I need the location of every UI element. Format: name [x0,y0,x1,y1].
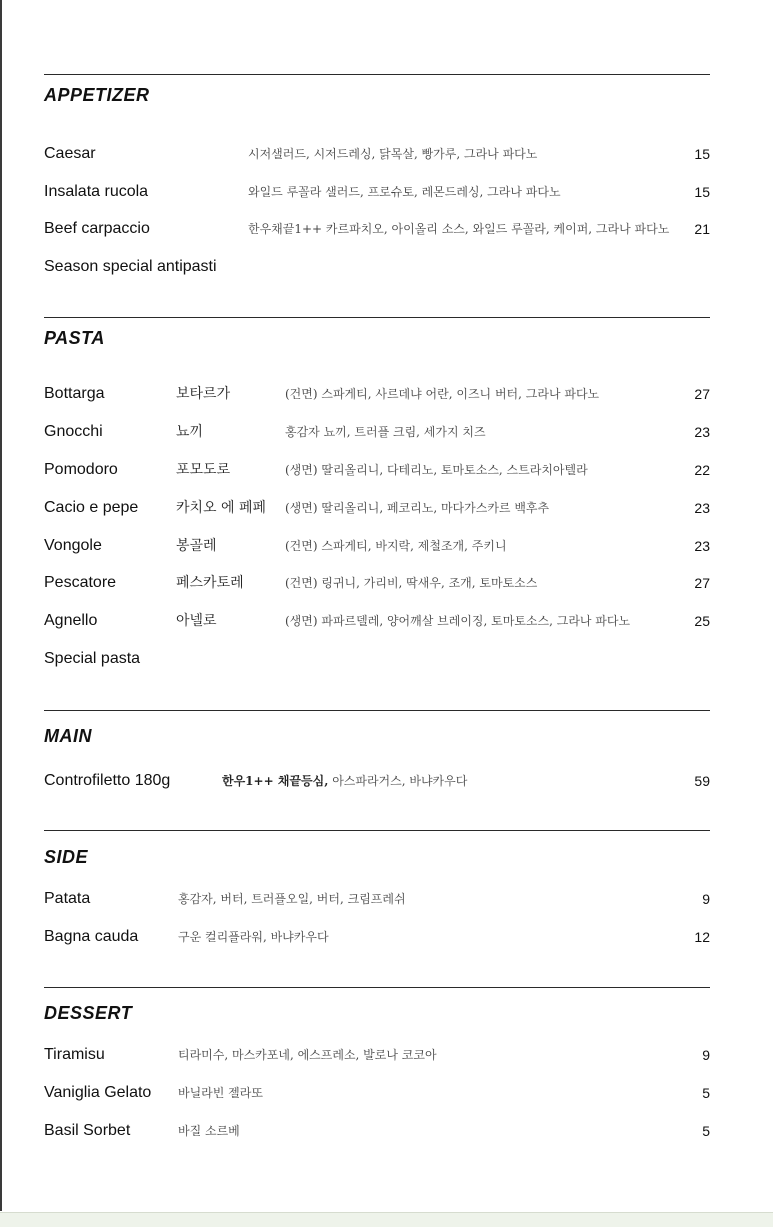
item-price: 25 [694,613,710,629]
section-title-pasta: PASTA [44,328,105,348]
item-name: Bottarga [44,385,105,402]
item-price: 5 [702,1123,710,1139]
item-price: 23 [694,538,710,554]
item-description-bold: 한우1++ 채끝등심, [222,774,329,788]
item-korean-name: 아넬로 [176,613,217,629]
item-description: 한우채끝1++ 카르파치오, 아이올리 소스, 와일드 루꼴라, 케이퍼, 그라나 파다노 [248,222,670,236]
section-divider [44,710,710,711]
item-name: Caesar [44,145,96,162]
menu-item [0,180,773,204]
menu-item [0,769,773,793]
item-description: (생면) 딸리올리니, 페코리노, 마다가스카르 백후추 [285,501,550,515]
item-price: 22 [694,462,710,478]
item-price: 12 [694,929,710,945]
item-description: 시저샐러드, 시저드레싱, 닭목살, 빵가루, 그라나 파다노 [248,147,538,161]
menu-item [0,142,773,166]
item-price: 27 [694,386,710,402]
bottom-band [0,1212,773,1227]
menu-item [0,420,773,444]
menu-item [0,887,773,911]
item-price: 9 [702,891,710,907]
item-description: (건면) 링귀니, 가리비, 딱새우, 조개, 토마토소스 [285,576,538,590]
item-name: Season special antipasti [44,258,217,275]
section-title-side: SIDE [44,847,89,867]
item-name: Beef carpaccio [44,220,150,237]
item-description: 홍감자 뇨끼, 트러플 크림, 세가지 치즈 [285,425,486,439]
item-name: Gnocchi [44,423,103,440]
item-name: Cacio e pepe [44,499,139,516]
menu-item [0,925,773,949]
item-name: Vongole [44,537,102,554]
item-korean-name: 카치오 에 페페 [176,500,267,516]
item-price: 9 [702,1047,710,1063]
section-divider [44,987,710,988]
item-name: Controfiletto 180g [44,772,171,789]
item-name: Pomodoro [44,461,118,478]
item-name: Pescatore [44,574,117,591]
item-description-rest: 아스파라거스, 바냐카우다 [328,774,468,788]
section-title-appetizer: APPETIZER [44,85,150,105]
menu-item [0,1043,773,1067]
item-korean-name: 봉골레 [176,538,217,554]
item-price: 23 [694,500,710,516]
menu-item [0,1081,773,1105]
menu-item [0,255,773,279]
item-korean-name: 뇨끼 [176,424,204,440]
menu-item [0,496,773,520]
item-description: (건면) 스파게티, 사르데냐 어란, 이즈니 버터, 그라나 파다노 [285,387,600,401]
menu-item [0,647,773,671]
item-price: 15 [694,184,710,200]
item-description: 홍감자, 버터, 트러플오일, 버터, 크림프레쉬 [178,892,406,906]
item-name: Bagna cauda [44,928,139,945]
menu-item [0,571,773,595]
item-price: 5 [702,1085,710,1101]
item-korean-name: 보타르가 [176,386,231,402]
section-title-dessert: DESSERT [44,1003,133,1023]
menu-item [0,1119,773,1143]
item-description: 바닐라빈 젤라또 [178,1086,263,1100]
item-description: 구운 컬리플라워, 바냐카우다 [178,930,329,944]
section-title-main: MAIN [44,726,92,746]
menu-item [0,534,773,558]
item-price: 23 [694,424,710,440]
item-description: (건면) 스파게티, 바지락, 제철조개, 주키니 [285,539,507,553]
item-description: 티라미수, 마스카포네, 에스프레소, 발로나 코코아 [178,1048,437,1062]
menu-item [0,217,773,241]
item-description: (생면) 파파르델레, 양어깨살 브레이징, 토마토소스, 그라나 파다노 [285,614,631,628]
item-price: 27 [694,575,710,591]
item-korean-name: 포모도로 [176,462,231,478]
item-description: 바질 소르베 [178,1124,240,1138]
item-description: (생면) 딸리올리니, 다테리노, 토마토소스, 스트라치아텔라 [285,463,588,477]
item-name: Tiramisu [44,1046,105,1063]
section-divider [44,830,710,831]
item-price: 21 [694,221,710,237]
item-description [222,769,467,793]
menu-item [0,382,773,406]
item-price: 59 [694,773,710,789]
menu-item [0,609,773,633]
item-name: Patata [44,890,91,907]
menu-item [0,458,773,482]
item-name: Agnello [44,612,98,629]
item-name: Vaniglia Gelato [44,1084,152,1101]
item-korean-name: 페스카토레 [176,575,244,591]
item-name: Basil Sorbet [44,1122,131,1139]
item-description: 와일드 루꼴라 샐러드, 프로슈토, 레몬드레싱, 그라나 파다노 [248,185,561,199]
section-divider [44,74,710,75]
section-divider [44,317,710,318]
item-name: Insalata rucola [44,183,149,200]
item-name: Special pasta [44,650,141,667]
item-price: 15 [694,146,710,162]
